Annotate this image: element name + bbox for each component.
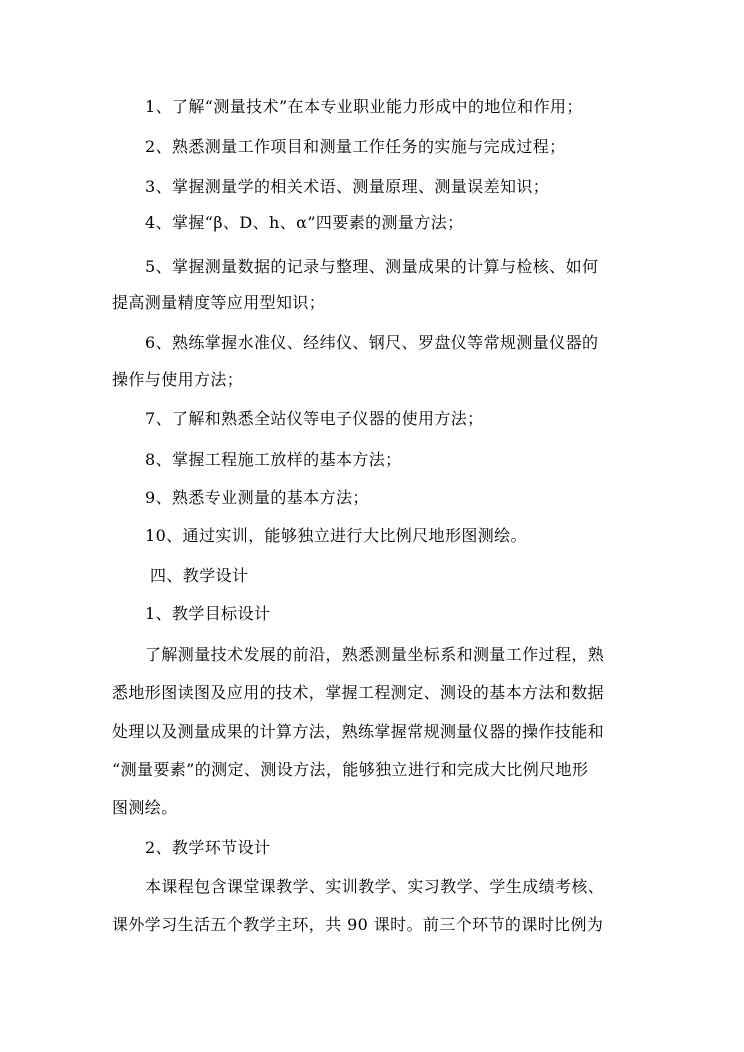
stage-paragraph-line-2: 课外学习生活五个教学主环，共 90 课时。前三个环节的课时比例为 — [112, 915, 604, 934]
section-heading-teaching-design: 四、教学设计 — [150, 566, 249, 585]
objective-item-7: 7、了解和熟悉全站仪等电子仪器的使用方法； — [145, 409, 484, 428]
stage-paragraph-line-1: 本课程包含课堂课教学、实训教学、实习教学、学生成绩考核、 — [145, 877, 605, 896]
goal-paragraph-line-2: 悉地形图读图及应用的技术，掌握工程测定、测设的基本方法和数据 — [112, 683, 605, 702]
goal-paragraph-line-5: 图测绘。 — [112, 798, 178, 817]
objective-item-8: 8、掌握工程施工放样的基本方法； — [145, 450, 402, 469]
objective-item-6-continued: 操作与使用方法； — [112, 370, 244, 389]
goal-paragraph-line-3: 处理以及测量成果的计算方法，熟练掌握常规测量仪器的操作技能和 — [112, 722, 605, 741]
goal-paragraph-line-4: “测量要素”的测定、测设方法，能够独立进行和完成大比例尺地形 — [112, 760, 589, 779]
objective-item-2: 2、熟悉测量工作项目和测量工作任务的实施与完成过程； — [145, 137, 566, 156]
subheading-teaching-goal-design: 1、教学目标设计 — [145, 604, 271, 623]
objective-item-9: 9、熟悉专业测量的基本方法； — [145, 488, 369, 507]
objective-item-1: 1、了解“测量技术”在本专业职业能力形成中的地位和作用； — [145, 97, 583, 116]
objective-item-6: 6、熟练掌握水准仪、经纬仪、钢尺、罗盘仪等常规测量仪器的 — [145, 333, 599, 352]
objective-item-10: 10、通过实训，能够独立进行大比例尺地形图测绘。 — [145, 526, 527, 545]
objective-item-5-continued: 提高测量精度等应用型知识； — [112, 293, 326, 312]
objective-item-4: 4、掌握“β、D、h、α”四要素的测量方法； — [145, 213, 464, 232]
goal-paragraph-line-1: 了解测量技术发展的前沿，熟悉测量坐标系和测量工作过程，熟 — [145, 645, 605, 664]
objective-item-5: 5、掌握测量数据的记录与整理、测量成果的计算与检核、如何 — [145, 257, 599, 276]
subheading-teaching-stage-design: 2、教学环节设计 — [145, 838, 271, 857]
objective-item-3: 3、掌握测量学的相关术语、测量原理、测量误差知识； — [145, 177, 550, 196]
